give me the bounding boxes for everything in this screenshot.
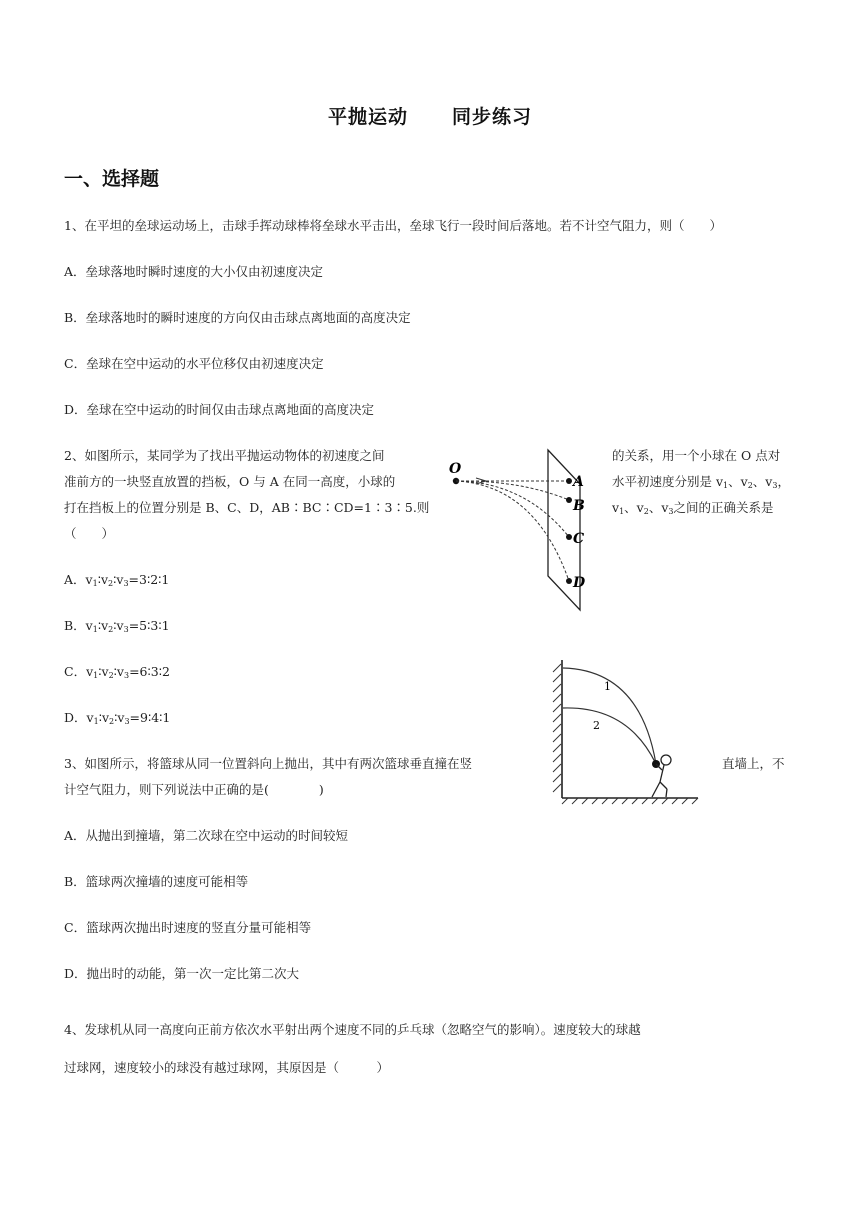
q1-option-c: C．垒球在空中运动的水平位移仅由初速度决定 [64, 356, 324, 371]
trajectory-2-label: 2 [593, 719, 600, 732]
q2-line-3-right: $v_1$、$v_2$、$v_3$之间的正确关系是 [612, 500, 774, 516]
q2-projectile-figure [440, 440, 610, 612]
q3-basketball-figure [548, 656, 704, 806]
point-c [566, 534, 572, 540]
q2-option-d: D．$v_1∶v_2∶v_3=9∶4∶1$ [64, 710, 171, 726]
title-part-2: 同步练习 [452, 106, 533, 128]
origin-label: O [449, 461, 462, 477]
page-title [0, 102, 860, 129]
title-part-1: 平抛运动 [327, 106, 408, 128]
label-c: C [573, 531, 585, 547]
q2-line-4: （ ） [64, 526, 115, 541]
q2-option-a: A．$v_1∶v_2∶v_3=3∶2∶1$ [64, 572, 170, 588]
q4-line-2: 过球网，速度较小的球没有越过球网，其原因是（ ） [64, 1060, 390, 1075]
ground-hatching [562, 798, 698, 804]
q1-option-b: B．垒球落地时的瞬时速度的方向仅由击球点离地面的高度决定 [64, 310, 411, 325]
section-heading: 一、选择题 [64, 168, 160, 190]
q3-option-b: B．篮球两次撞墙的速度可能相等 [64, 874, 249, 889]
q1-option-a: A．垒球落地时瞬时速度的大小仅由初速度决定 [64, 264, 324, 279]
q2-line-3-left: 打在挡板上的位置分别是 B、C、D，AB∶BC∶CD=1∶3∶5.则 [64, 500, 430, 515]
q4-line-1: 4、发球机从同一高度向正前方依次水平射出两个速度不同的乒乓球（忽略空气的影响）。速度较大的球越 [64, 1022, 641, 1037]
label-a: A [573, 474, 584, 490]
q3-option-a: A．从抛出到撞墙，第二次球在空中运动的时间较短 [64, 828, 349, 843]
q3-option-c: C．篮球两次抛出时速度的竖直分量可能相等 [64, 920, 312, 935]
point-b [566, 497, 572, 503]
q3-line-1-right: 直墙上，不 [722, 756, 785, 771]
label-d: D [573, 575, 586, 591]
point-a [566, 478, 572, 484]
q1-stem: 1、在平坦的垒球运动场上，击球手挥动球棒将垒球水平击出，垒球飞行一段时间后落地。若不计空气阻力，则（ ） [64, 218, 722, 233]
point-d [566, 578, 572, 584]
q2-line-2-left: 准前方的一块竖直放置的挡板，O 与 A 在同一高度，小球的 [64, 474, 396, 489]
q3-option-d: D．抛出时的动能，第一次一定比第二次大 [64, 966, 300, 981]
trajectory-1-label: 1 [604, 680, 611, 693]
q1-option-d: D．垒球在空中运动的时间仅由击球点离地面的高度决定 [64, 402, 375, 417]
q2-option-b: B．$v_1∶v_2∶v_3=5∶3∶1$ [64, 618, 170, 634]
q2-option-c: C．$v_1∶v_2∶v_3=6∶3∶2$ [64, 664, 170, 680]
trajectory-2 [563, 708, 656, 764]
wall-hatching [553, 664, 561, 792]
q2-line-2-right: 水平初速度分别是 $v_1$、$v_2$、$v_3$， [612, 474, 790, 490]
q3-line-2: 计空气阻力，则下列说法中正确的是( ) [64, 782, 324, 797]
path-to-d [456, 481, 569, 581]
label-b: B [573, 498, 585, 514]
path-to-c [456, 481, 569, 537]
q2-line-1-right: 的关系，用一个小球在 O 点对 [612, 448, 781, 463]
q2-line-1-left: 2、如图所示，某同学为了找出平抛运动物体的初速度之间 [64, 448, 385, 463]
q3-line-1-left: 3、如图所示，将篮球从同一位置斜向上抛出，其中有两次篮球垂直撞在竖 [64, 756, 472, 771]
path-to-b [456, 481, 569, 500]
